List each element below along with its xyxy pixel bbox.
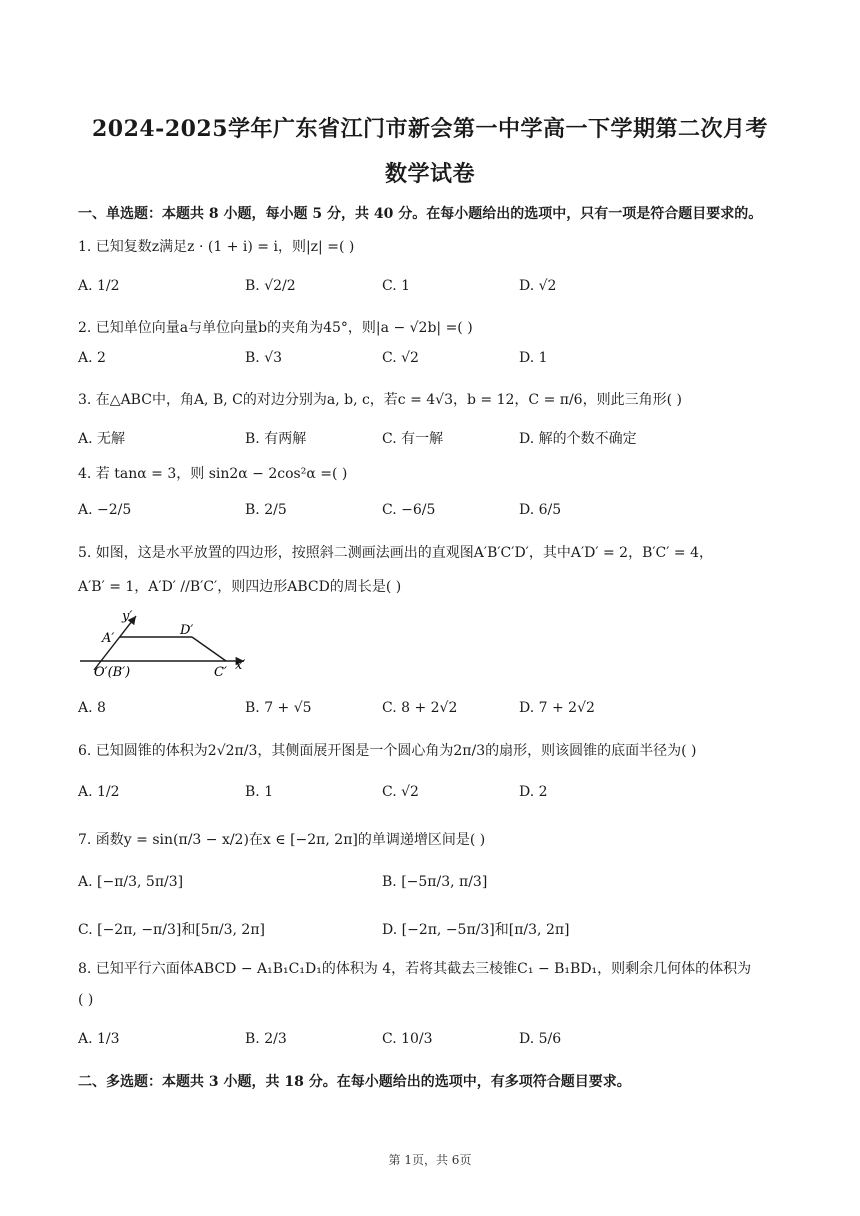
question-6-stem: 6. 已知圆锥的体积为2√2π/3，其侧面展开图是一个圆心角为2π/3的扇形，则该圆锥的底面半径为( )	[78, 743, 697, 759]
q5-option-d: D. 7 + 2√2	[519, 700, 595, 716]
q8-option-b: B. 2/3	[245, 1031, 287, 1047]
label-origin: O′(B′)	[94, 665, 131, 680]
question-2-stem: 2. 已知单位向量a与单位向量b的夹角为45°，则|a − √2b| =( )	[78, 320, 473, 336]
question-8-stem-line2: ( )	[78, 992, 94, 1008]
q6-option-c: C. √2	[382, 784, 419, 800]
q2-option-c: C. √2	[382, 350, 419, 366]
q1-option-c: C. 1	[382, 278, 411, 294]
segment-dc	[192, 637, 226, 661]
q4-option-b: B. 2/5	[245, 502, 287, 518]
question-8-stem-line1: 8. 已知平行六面体ABCD − A₁B₁C₁D₁的体积为 4，若将其截去三棱锥C₁ − B₁BD₁，则剩余几何体的体积为	[78, 961, 752, 977]
page-footer: 第 1页，共 6页	[388, 1153, 472, 1167]
label-x-axis: x′	[235, 658, 246, 673]
q2-option-a: A. 2	[78, 350, 106, 366]
q8-option-a: A. 1/3	[78, 1031, 120, 1047]
q7-option-b: B. [−5π/3, π/3]	[382, 874, 488, 890]
q7-option-a: A. [−π/3, 5π/3]	[78, 874, 184, 890]
q4-option-c: C. −6/5	[382, 502, 436, 518]
q3-option-d: D. 解的个数不确定	[519, 431, 637, 447]
q6-option-b: B. 1	[245, 784, 274, 800]
q4-option-d: D. 6/5	[519, 502, 562, 518]
label-d-prime: D′	[180, 623, 194, 638]
q6-option-d: D. 2	[519, 784, 548, 800]
question-4-stem: 4. 若 tanα = 3，则 sin2α − 2cos²α =( )	[78, 466, 348, 482]
q2-option-b: B. √3	[245, 350, 283, 366]
q5-option-a: A. 8	[78, 700, 106, 716]
label-c-prime: C′	[214, 665, 227, 680]
q2-option-d: D. 1	[519, 350, 548, 366]
q1-option-a: A. 1/2	[78, 278, 120, 294]
q8-option-c: C. 10/3	[382, 1031, 433, 1047]
q6-option-a: A. 1/2	[78, 784, 120, 800]
label-a-prime: A′	[102, 631, 115, 646]
q4-option-a: A. −2/5	[78, 502, 132, 518]
q1-option-d: D. √2	[519, 278, 557, 294]
question-5-stem-line2: A′B′ = 1，A′D′ //B′C′，则四边形ABCD的周长是( )	[78, 579, 402, 595]
question-5-stem-line1: 5. 如图，这是水平放置的四边形，按照斜二测画法画出的直观图A′B′C′D′，其中A′D′ = 2，B′C′ = 4，	[78, 545, 713, 561]
y-axis-line	[94, 616, 136, 670]
label-y-axis: y′	[122, 609, 133, 624]
exam-title: 2024-2025学年广东省江门市新会第一中学高一下学期第二次月考	[91, 116, 769, 142]
q7-option-c: C. [−2π, −π/3]和[5π/3, 2π]	[78, 922, 265, 938]
section-1-heading: 一、单选题：本题共 8 小题，每小题 5 分，共 40 分。在每小题给出的选项中，只有一项是符合题目要求的。	[78, 206, 763, 222]
q5-option-c: C. 8 + 2√2	[382, 700, 458, 716]
question-1-stem: 1. 已知复数z满足z · (1 + i) = i，则|z| =( )	[78, 239, 355, 255]
q7-option-d: D. [−2π, −5π/3]和[π/3, 2π]	[382, 922, 570, 938]
exam-subtitle: 数学试卷	[384, 161, 475, 187]
q3-option-c: C. 有一解	[382, 431, 444, 447]
q5-option-b: B. 7 + √5	[245, 700, 312, 716]
question-7-stem: 7. 函数y = sin(π/3 − x/2)在x ∈ [−2π, 2π]的单调递增区间是( )	[78, 832, 486, 848]
question-3-stem: 3. 在△ABC中，角A, B, C的对边分别为a, b, c，若c = 4√3，b = 12，C = π/6，则此三角形( )	[78, 392, 682, 408]
q3-option-a: A. 无解	[78, 431, 126, 447]
q8-option-d: D. 5/6	[519, 1031, 562, 1047]
q1-option-b: B. √2/2	[245, 278, 296, 294]
section-2-heading: 二、多选题：本题共 3 小题，共 18 分。在每小题给出的选项中，有多项符合题目要求。	[78, 1074, 631, 1090]
q5-figure	[72, 608, 262, 688]
q3-option-b: B. 有两解	[245, 431, 307, 447]
